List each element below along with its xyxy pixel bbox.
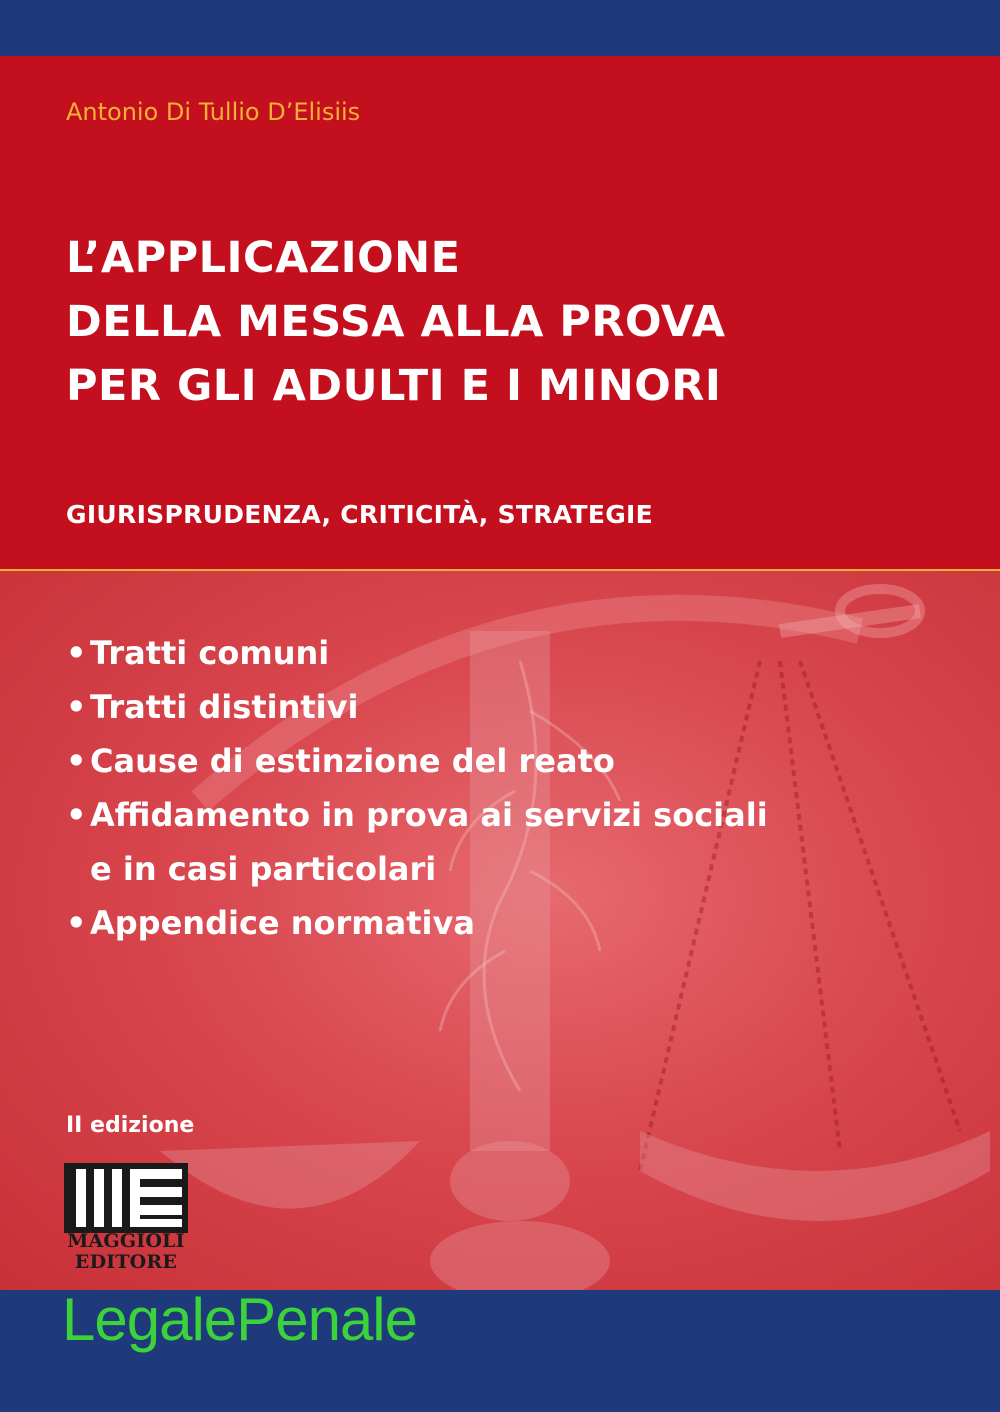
book-subtitle: GIURISPRUDENZA, CRITICITÀ, STRATEGIE — [66, 500, 654, 529]
topic-text: Cause di estinzione del reato — [90, 742, 615, 780]
maggioli-logo-icon — [64, 1163, 188, 1233]
bullet-icon: • — [66, 904, 87, 942]
topic-item — [66, 734, 768, 788]
publisher-line: MAGGIOLI — [67, 1230, 185, 1252]
author-name: Antonio Di Tullio D’Elisiis — [66, 98, 361, 126]
title-line: DELLA MESSA ALLA PROVA — [66, 297, 726, 347]
bullet-icon: • — [66, 688, 87, 726]
bullet-icon: • — [66, 742, 87, 780]
topic-text: Tratti distintivi — [90, 688, 359, 726]
bullet-icon: • — [66, 634, 87, 672]
topic-text: Appendice normativa — [90, 904, 475, 942]
topic-text: Tratti comuni — [90, 634, 330, 672]
topic-item — [66, 896, 768, 950]
title-line: L’APPLICAZIONE — [66, 233, 461, 283]
top-navy-band — [0, 0, 1000, 56]
publisher-logo — [64, 1163, 188, 1273]
bullet-icon: • — [66, 796, 87, 834]
topic-text: Affidamento in prova ai servizi sociali — [90, 796, 768, 834]
topic-item — [66, 680, 768, 734]
topics-list — [66, 626, 768, 950]
publisher-name — [64, 1231, 188, 1273]
series-title: LegalePenale — [62, 1286, 418, 1353]
book-title — [66, 226, 726, 418]
publisher-line: EDITORE — [74, 1251, 178, 1273]
topic-item — [66, 788, 768, 896]
edition-label: II edizione — [66, 1113, 195, 1138]
title-line: PER GLI ADULTI E I MINORI — [66, 361, 722, 411]
topic-item — [66, 626, 768, 680]
topic-text-continued: e in casi particolari — [90, 850, 437, 888]
